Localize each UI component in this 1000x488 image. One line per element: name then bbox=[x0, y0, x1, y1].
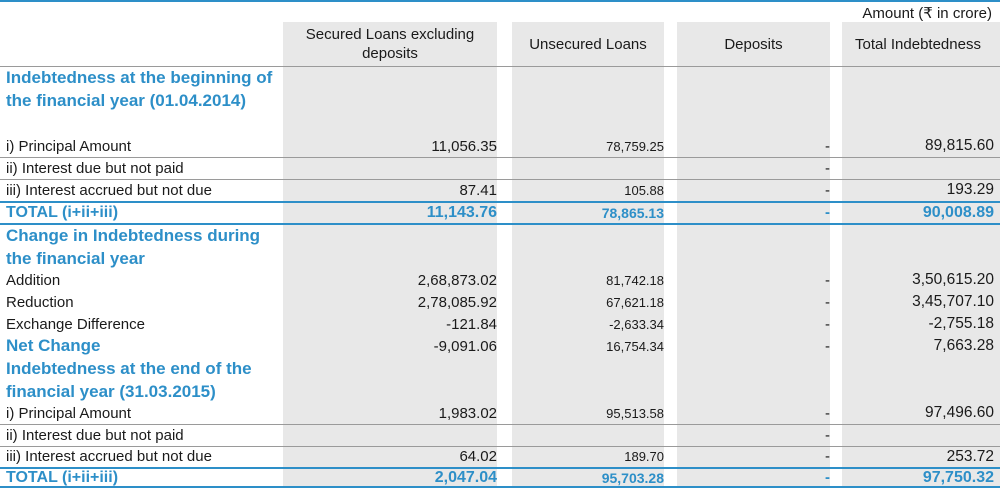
unit-note: Amount (₹ in crore) bbox=[862, 5, 992, 22]
cell-unsecured: 189.70 bbox=[624, 449, 664, 464]
cell-secured: 2,68,873.02 bbox=[417, 271, 497, 289]
table-row bbox=[0, 313, 1000, 335]
cell-deposits: - bbox=[825, 315, 830, 333]
cell-total: 90,008.89 bbox=[922, 203, 994, 221]
cell-secured: 64.02 bbox=[459, 448, 497, 465]
cell-secured: 1,983.02 bbox=[438, 404, 497, 422]
row-label: ii) Interest due but not paid bbox=[6, 426, 184, 444]
cell-unsecured: 105.88 bbox=[624, 182, 664, 198]
cell-deposits: - bbox=[825, 404, 830, 422]
row-label: Addition bbox=[6, 271, 61, 289]
row-label: Exchange Difference bbox=[6, 315, 145, 333]
cell-secured: 87.41 bbox=[459, 181, 497, 199]
cell-total: -2,755.18 bbox=[928, 315, 994, 332]
cell-unsecured: 16,754.34 bbox=[606, 338, 664, 354]
cell-unsecured: 78,865.13 bbox=[601, 204, 664, 221]
cell-deposits: - bbox=[825, 137, 830, 155]
section-title-end: Indebtedness at the end of the financial year (31.03.2015) bbox=[6, 359, 252, 401]
cell-total bbox=[842, 424, 994, 446]
section-title-change: Change in Indebtedness during the financial year bbox=[6, 226, 261, 268]
cell-secured: 2,78,085.92 bbox=[417, 293, 497, 311]
cell-total: 7,663.28 bbox=[933, 337, 994, 354]
cell-unsecured: -2,633.34 bbox=[609, 316, 664, 332]
row-label: i) Principal Amount bbox=[6, 404, 132, 422]
total-row bbox=[0, 202, 1000, 223]
cell-unsecured bbox=[512, 157, 664, 179]
cell-secured: 2,047.04 bbox=[434, 468, 497, 486]
table-row bbox=[0, 291, 1000, 313]
row-label: iii) Interest accrued but not due bbox=[6, 448, 212, 465]
section-title-beginning: Indebtedness at the beginning of the financial year (01.04.2014) bbox=[6, 68, 273, 110]
table-row bbox=[0, 269, 1000, 291]
row-label: i) Principal Amount bbox=[6, 137, 132, 155]
cell-unsecured: 78,759.25 bbox=[606, 138, 664, 154]
cell-total: 193.29 bbox=[946, 181, 994, 198]
cell-total: 89,815.60 bbox=[925, 137, 994, 154]
row-label: TOTAL (i+ii+iii) bbox=[6, 468, 119, 486]
cell-unsecured: 81,742.18 bbox=[606, 272, 664, 288]
cell-unsecured: 95,513.58 bbox=[606, 405, 664, 421]
top-rule bbox=[0, 0, 1000, 2]
cell-unsecured bbox=[512, 424, 664, 446]
cell-deposits: - bbox=[825, 159, 830, 177]
cell-total: 253.72 bbox=[946, 447, 994, 465]
cell-deposits: - bbox=[825, 293, 830, 311]
header-total-indebtedness: Total Indebtedness bbox=[855, 35, 981, 53]
table-row bbox=[0, 157, 1000, 179]
cell-deposits: - bbox=[825, 337, 830, 355]
table-row bbox=[0, 179, 1000, 201]
cell-total: 97,750.32 bbox=[922, 468, 994, 486]
row-label: ii) Interest due but not paid bbox=[6, 159, 184, 177]
cell-unsecured: 95,703.28 bbox=[601, 469, 664, 486]
cell-unsecured: 67,621.18 bbox=[606, 294, 664, 310]
header-unsecured-loans: Unsecured Loans bbox=[529, 35, 647, 53]
cell-total: 97,496.60 bbox=[925, 404, 994, 421]
cell-deposits: - bbox=[825, 181, 830, 199]
cell-deposits: - bbox=[825, 204, 830, 221]
table-row bbox=[0, 402, 1000, 424]
cell-secured: 11,143.76 bbox=[426, 203, 497, 221]
total-row bbox=[0, 468, 1000, 487]
header-secured-loans: Secured Loans excluding deposits bbox=[305, 26, 475, 62]
row-label: Reduction bbox=[6, 293, 74, 311]
row-label: Net Change bbox=[6, 336, 101, 355]
cell-total: 3,45,707.10 bbox=[912, 293, 994, 310]
cell-deposits: - bbox=[825, 426, 830, 444]
table-row bbox=[0, 135, 1000, 157]
cell-secured: -121.84 bbox=[446, 315, 497, 333]
cell-deposits: - bbox=[825, 469, 830, 486]
cell-secured: 11,056.35 bbox=[431, 137, 497, 155]
net-change-row bbox=[0, 335, 1000, 357]
row-label: TOTAL (i+ii+iii) bbox=[6, 203, 119, 221]
table-row bbox=[0, 446, 1000, 467]
cell-secured bbox=[283, 424, 497, 446]
cell-total bbox=[842, 157, 994, 179]
cell-deposits: - bbox=[825, 271, 830, 289]
cell-total: 3,50,615.20 bbox=[912, 271, 994, 288]
row-label: iii) Interest accrued but not due bbox=[6, 181, 212, 199]
table-row bbox=[0, 424, 1000, 446]
cell-secured bbox=[283, 157, 497, 179]
header-deposits: Deposits bbox=[724, 35, 783, 53]
cell-deposits: - bbox=[825, 448, 830, 465]
cell-secured: -9,091.06 bbox=[433, 337, 497, 355]
